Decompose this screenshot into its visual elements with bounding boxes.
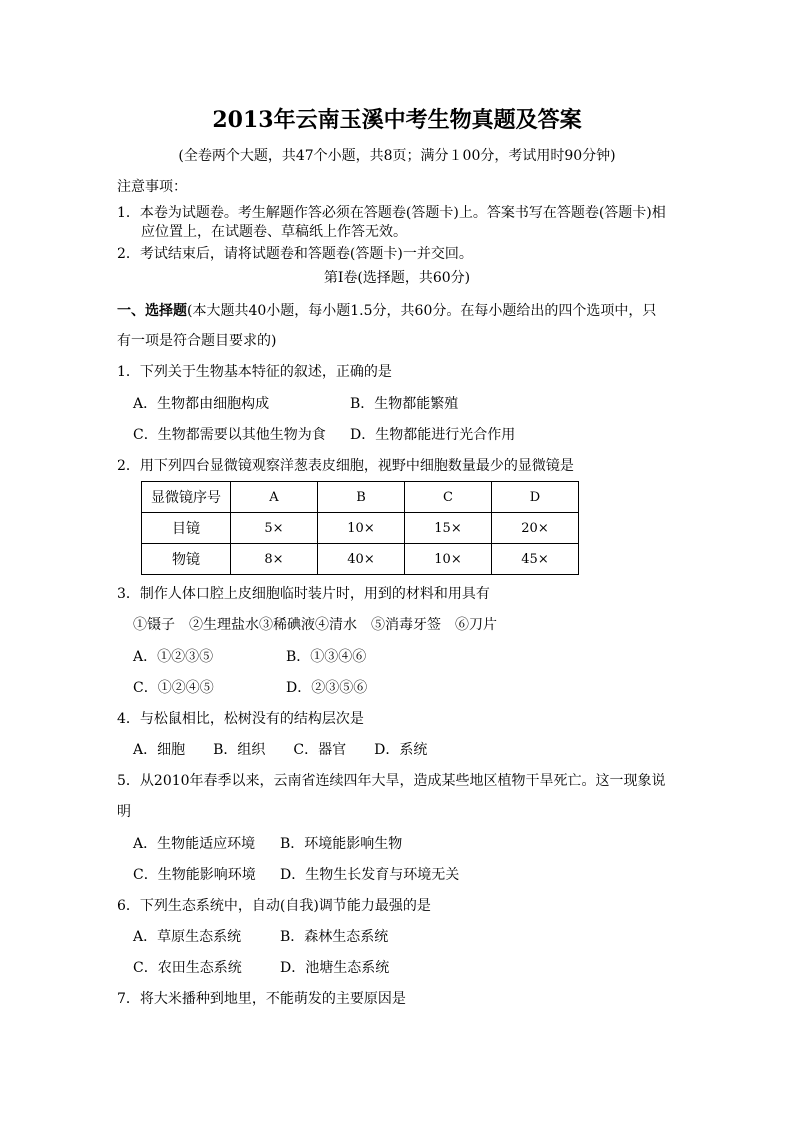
table-cell: 5× — [231, 513, 318, 544]
q5-option-a: A．生物能适应环境 — [133, 836, 256, 852]
q1-option-c: C．生物都需要以其他生物为食 — [133, 427, 326, 443]
page-title: 2013年云南玉溪中考生物真题及答案 — [212, 107, 582, 133]
section-heading — [117, 301, 656, 321]
table-header-row — [142, 482, 579, 513]
q3-option-c: C．①②④⑤ — [133, 680, 214, 696]
q5-option-b: B．环境能影响生物 — [280, 836, 403, 852]
table-cell: 10× — [405, 544, 492, 575]
q6-option-c: C．农田生态系统 — [133, 960, 242, 976]
q6-option-b: B．森林生态系统 — [280, 929, 389, 945]
table-header-cell: C — [405, 482, 492, 513]
table-cell: 8× — [231, 544, 318, 575]
q6-option-a: A．草原生态系统 — [133, 929, 242, 945]
table-row — [142, 544, 579, 575]
section-label: 一、选择题 — [117, 303, 187, 319]
note-item-2: 2．考试结束后，请将试题卷和答题卷(答题卡)一并交回。 — [117, 246, 473, 262]
table-cell: 20× — [492, 513, 579, 544]
question-1: 1．下列关于生物基本特征的叙述，正确的是 — [117, 364, 392, 380]
q5-option-d: D．生物生长发育与环境无关 — [280, 867, 460, 883]
q5-option-c: C．生物能影响环境 — [133, 867, 256, 883]
q3-option-b: B．①③④⑥ — [286, 649, 367, 665]
q3-option-d: D．②③⑤⑥ — [286, 680, 368, 696]
question-5-cont: 明 — [117, 804, 131, 820]
q1-option-a: A．生物都由细胞构成 — [133, 396, 270, 412]
q1-option-d: D．生物都能进行光合作用 — [350, 427, 516, 443]
question-4: 4．与松鼠相比，松树没有的结构层次是 — [117, 711, 364, 727]
table-cell: 物镜 — [142, 544, 231, 575]
question-7: 7．将大米播种到地里，不能萌发的主要原因是 — [117, 991, 406, 1007]
table-cell: 15× — [405, 513, 492, 544]
q6-option-d: D．池塘生态系统 — [280, 960, 390, 976]
table-header-cell: B — [318, 482, 405, 513]
table-cell: 10× — [318, 513, 405, 544]
table-cell: 目镜 — [142, 513, 231, 544]
exam-info: (全卷两个大题，共47个小题，共8页；满分１00分，考试用时90分钟) — [178, 148, 616, 164]
q4-options: A．细胞 B．组织 C．器官 D．系统 — [133, 742, 428, 758]
table-header-cell: 显微镜序号 — [142, 482, 231, 513]
table-header-cell: A — [231, 482, 318, 513]
table-cell: 45× — [492, 544, 579, 575]
part1-heading: 第Ⅰ卷(选择题，共60分) — [323, 270, 471, 286]
q3-option-a: A．①②③⑤ — [133, 649, 214, 665]
table-cell: 40× — [318, 544, 405, 575]
section-desc-cont: 有一项是符合题目要求的) — [117, 333, 277, 349]
q1-option-b: B．生物都能繁殖 — [350, 396, 459, 412]
table-header-cell: D — [492, 482, 579, 513]
table-row — [142, 513, 579, 544]
microscope-table — [141, 481, 579, 575]
question-6: 6．下列生态系统中，自动(自我)调节能力最强的是 — [117, 898, 431, 914]
question-2: 2．用下列四台显微镜观察洋葱表皮细胞，视野中细胞数量最少的显微镜是 — [117, 458, 574, 474]
notes-heading: 注意事项： — [117, 179, 187, 195]
question-3: 3．制作人体口腔上皮细胞临时装片时，用到的材料和用具有 — [117, 586, 490, 602]
note-item-1: 1．本卷为试题卷。考生解题作答必须在答题卷(答题卡)上。答案书写在答题卷(答题卡)相 — [117, 205, 666, 221]
section-desc: (本大题共40小题，每小题1.5分，共60分。在每小题给出的四个选项中，只 — [187, 303, 657, 319]
note-item-1-cont: 应位置上，在试题卷、草稿纸上作答无效。 — [141, 224, 407, 240]
q3-materials: ①镊子 ②生理盐水③稀碘液④清水 ⑤消毒牙签 ⑥刀片 — [133, 617, 497, 633]
question-5: 5．从2010年春季以来，云南省连续四年大旱，造成某些地区植物干旱死亡。这一现象说 — [117, 773, 666, 789]
